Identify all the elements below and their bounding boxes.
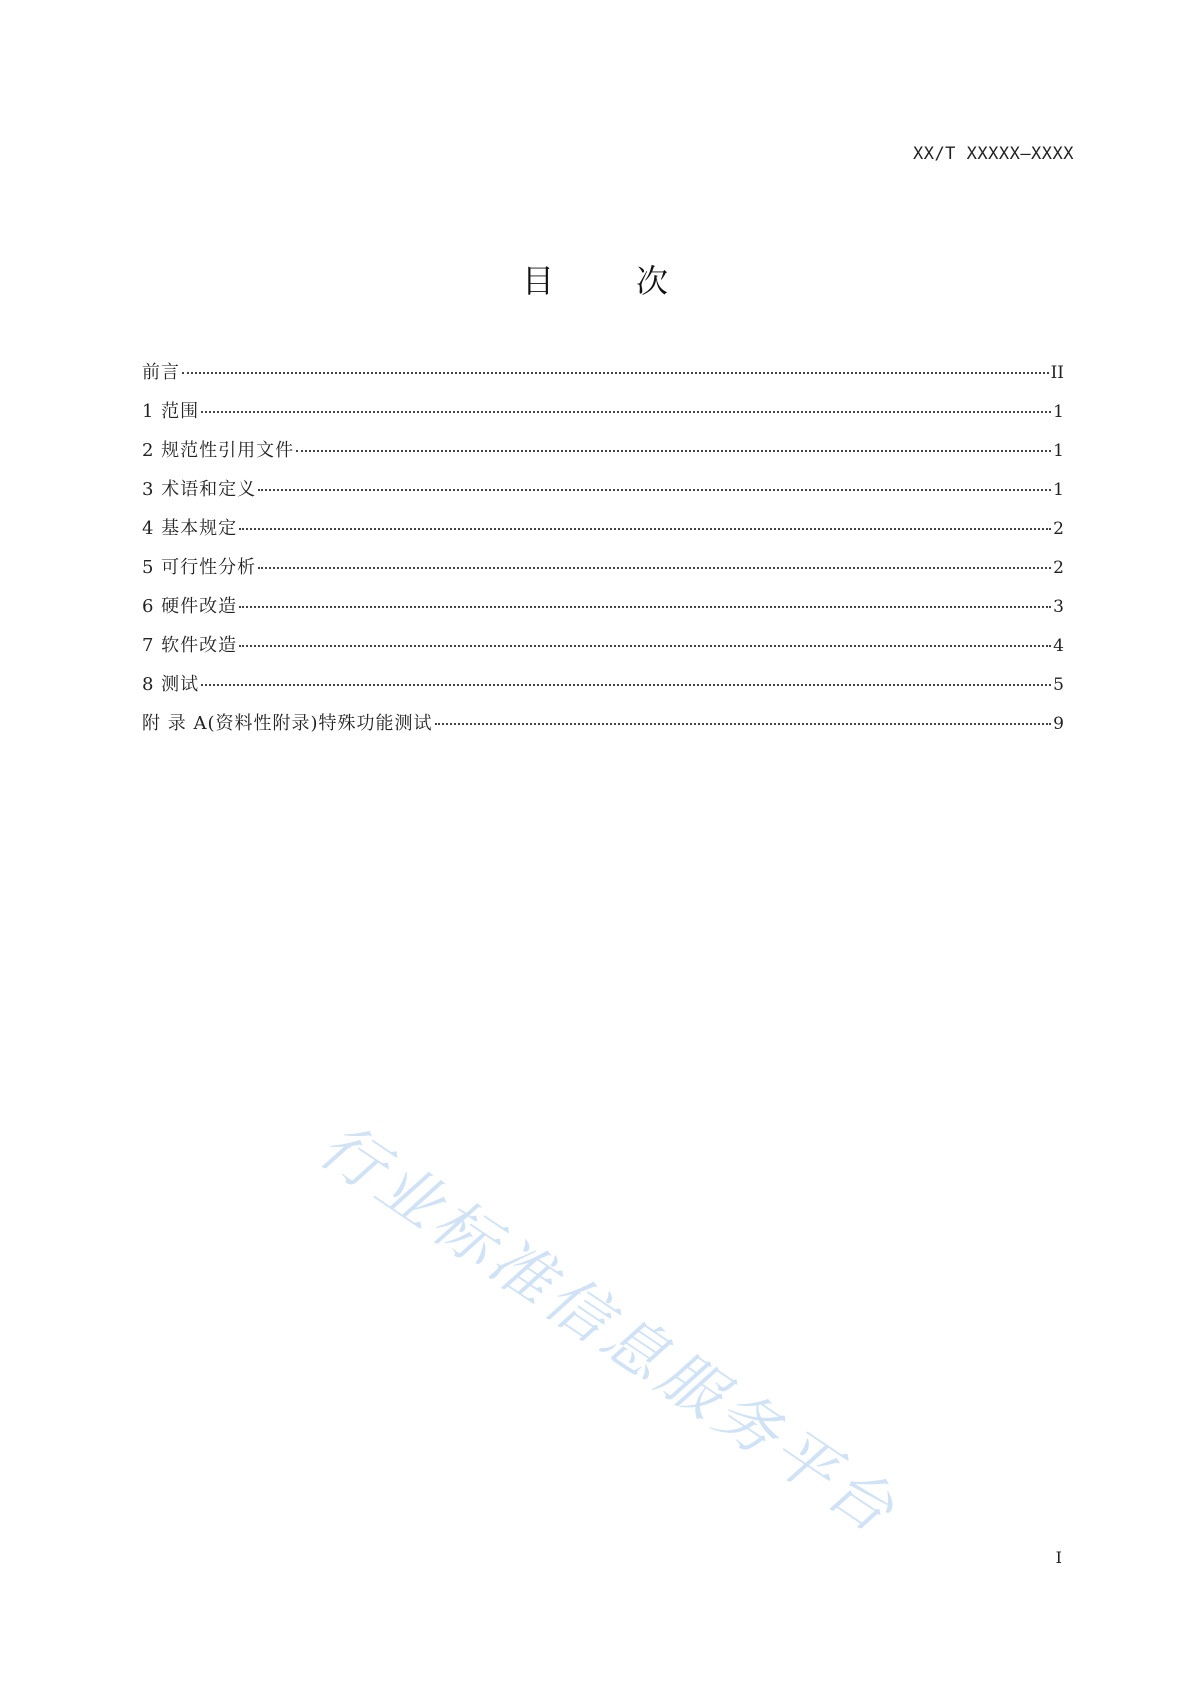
toc-entry-scope[interactable]	[142, 397, 1064, 436]
toc-dot-leader	[182, 372, 1049, 374]
toc-entry-hardware[interactable]	[142, 592, 1064, 631]
toc-entry-page: 2	[1053, 558, 1064, 578]
toc-entry-page: 9	[1053, 714, 1064, 734]
toc-dot-leader	[239, 528, 1051, 530]
page-title: 目次	[521, 262, 750, 300]
toc-dot-leader	[239, 645, 1051, 647]
toc-entry-page: 1	[1053, 441, 1064, 461]
toc-dot-leader	[296, 450, 1051, 452]
toc-dot-leader	[201, 684, 1051, 686]
toc-dot-leader	[201, 411, 1051, 413]
toc-entry-page: 4	[1053, 636, 1064, 656]
toc-entry-feasibility[interactable]	[142, 553, 1064, 592]
toc-entry-label: 4 基本规定	[142, 518, 238, 539]
watermark: 行业标准信息服务平台	[306, 1108, 912, 1550]
toc-entry-normative-references[interactable]	[142, 436, 1064, 475]
toc-entry-page: 1	[1053, 480, 1064, 500]
page-number: I	[1055, 1548, 1062, 1567]
toc-entry-page: 1	[1053, 402, 1064, 422]
toc-entry-label: 3 术语和定义	[142, 479, 257, 500]
toc-entry-label: 5 可行性分析	[142, 557, 257, 578]
toc-dot-leader	[258, 567, 1051, 569]
toc-entry-appendix-a[interactable]	[142, 709, 1064, 748]
table-of-contents	[142, 358, 1064, 748]
toc-entry-label: 1 范围	[142, 401, 200, 422]
toc-entry-terms-definitions[interactable]	[142, 475, 1064, 514]
toc-entry-label: 前言	[142, 362, 180, 383]
toc-entry-page: 2	[1053, 519, 1064, 539]
toc-entry-testing[interactable]	[142, 670, 1064, 709]
toc-entry-page: 5	[1053, 675, 1064, 695]
toc-entry-label: 8 测试	[142, 674, 200, 695]
toc-entry-label: 附 录 A(资料性附录)特殊功能测试	[142, 713, 433, 734]
standard-code: XX/T XXXXX—XXXX	[912, 144, 1074, 164]
toc-entry-foreword[interactable]	[142, 358, 1064, 397]
toc-entry-software[interactable]	[142, 631, 1064, 670]
toc-entry-label: 7 软件改造	[142, 635, 238, 656]
toc-dot-leader	[239, 606, 1051, 608]
toc-entry-label: 2 规范性引用文件	[142, 440, 295, 461]
toc-entry-page: II	[1050, 363, 1064, 383]
toc-entry-basic-provisions[interactable]	[142, 514, 1064, 553]
toc-entry-page: 3	[1053, 597, 1064, 617]
toc-dot-leader	[435, 723, 1052, 725]
toc-dot-leader	[258, 489, 1051, 491]
toc-entry-label: 6 硬件改造	[142, 596, 238, 617]
